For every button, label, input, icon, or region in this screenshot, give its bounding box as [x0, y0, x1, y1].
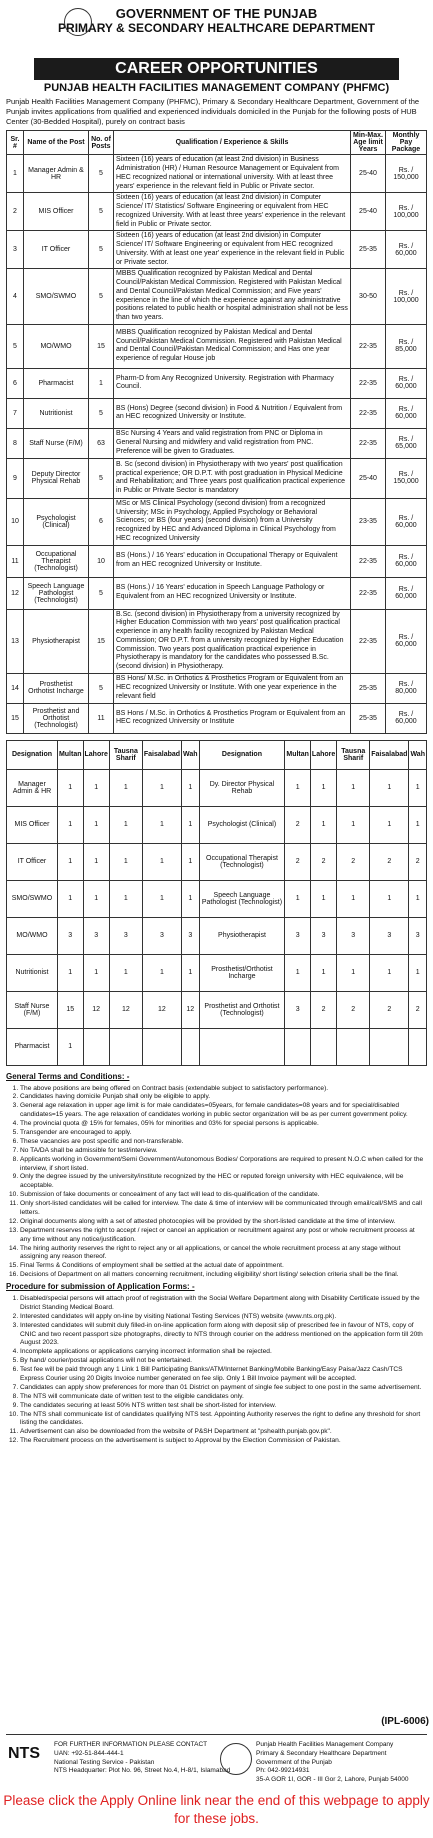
post-qualification: B. Sc (second division) in Physiotherapy with two years' post qualification practical experience; OR D.P.T. with post graduation in Physical Medicine and Rehabilitation; and Three years post qualification practical experience in Public or Private Sector is mandatory [114, 458, 351, 498]
post-name: MIS Officer [24, 193, 89, 231]
term-item: 8. Applicants working in Government/Semi Government/Autonomous Bodies/ Corporations are required to present N.O.C when called for the interview, if short listed. [20, 1156, 427, 1174]
post-age: 22-35 [351, 368, 386, 398]
dist-count: 1 [83, 843, 109, 880]
nts-line: FOR FURTHER INFORMATION PLEASE CONTACT [54, 1741, 208, 1748]
term-item: 9. Only the degree issued by the university/institute recognized by the HEC or reputed foreign university with HEC equivalence, will be acceptable. [20, 1173, 427, 1191]
post-row [7, 155, 427, 193]
career-banner: CAREER OPPORTUNITIES [34, 58, 399, 80]
procedure-item: 1. Disabled/special persons will attach proof of registration with the Social Welfare Department along with Disability Certificate issued by the District Standing Medical Board. [20, 1295, 427, 1313]
post-pay: Rs. / 60,000 [386, 703, 427, 733]
post-pay: Rs. / 65,000 [386, 428, 427, 458]
post-row [7, 231, 427, 269]
post-qualification: MBBS Qualification recognized by Pakistan Medical and Dental Council/Pakistan Medical Commission. Registered with Pakistan Medical and Dental Council/Pakistan Medical Commission; and Five years' experience in the line of which the experience against any administrative positions related to public health or hospital administration shall not be less than two years. [114, 269, 351, 325]
phfmc-line: Ph: 042-99214931 [256, 1767, 310, 1775]
dist-count: 1 [409, 954, 427, 991]
post-count: 15 [89, 609, 114, 673]
post-pay: Rs. / 60,000 [386, 231, 427, 269]
procedure-item: 10. The NTS shall communicate list of candidates qualifying NTS test. Appointing Authority reserves the right to define any threshold for short listing the candidates. [20, 1411, 427, 1429]
dist-row [7, 954, 427, 991]
procedure-item: 8. The NTS will communicate date of written test to the eligible candidates only. [20, 1393, 427, 1402]
dist-count: 1 [370, 769, 409, 806]
dist-count: 1 [142, 806, 181, 843]
dist-count [310, 1028, 336, 1065]
dist-count: 1 [182, 806, 200, 843]
post-sr: 12 [7, 577, 24, 609]
post-count: 15 [89, 324, 114, 368]
dist-count [142, 1028, 181, 1065]
dist-row [7, 991, 427, 1028]
post-name: Occupational Therapist (Technologist) [24, 545, 89, 577]
dist-header: Multan [285, 740, 311, 769]
dist-count: 1 [182, 954, 200, 991]
dist-header: Designation [199, 740, 285, 769]
post-age: 30-50 [351, 269, 386, 325]
post-sr: 10 [7, 498, 24, 545]
dist-header: Wah [182, 740, 200, 769]
dist-count: 1 [109, 954, 142, 991]
company-title: PUNJAB HEALTH FACILITIES MANAGEMENT COMPANY (PHFMC) [43, 82, 390, 94]
dist-count: 3 [337, 917, 370, 954]
post-name: Pharmacist [24, 368, 89, 398]
post-qualification: BSc Nursing 4 Years and valid registration from PNC or Diploma in General Nursing and midwifery and valid registration from PNC. Preference will be given to Graduates. [114, 428, 351, 458]
procedure-item: 5. By hand/ courier/postal applications will not be entertained. [20, 1357, 427, 1366]
post-qualification: MSc or MS Clinical Psychology (second division) from a recognized University; MSc in Psychology, Applied Psychology or Behavioral Sciences; or BS (four years) (second division) from a University recognized by HEC and Advanced Diploma in Clinical Psychology from HEC recognized University [114, 498, 351, 545]
term-item: 2. Candidates having domicile Punjab shall only be eligible to apply. [20, 1093, 427, 1102]
dist-count: 1 [83, 880, 109, 917]
dist-count: 1 [409, 880, 427, 917]
post-count: 5 [89, 193, 114, 231]
dist-designation: Prosthetist and Orthotist (Technologist) [199, 991, 285, 1028]
term-item: 14. The hiring authority reserves the right to reject any or all applications, or cancel the whole recruitment process at any stage without assigning any reason thereof. [20, 1245, 427, 1263]
post-age: 22-35 [351, 577, 386, 609]
dist-designation [199, 1028, 285, 1065]
dist-count: 1 [337, 806, 370, 843]
post-name: Physiotherapist [24, 609, 89, 673]
post-pay: Rs. / 60,000 [386, 609, 427, 673]
post-name: Prosthetist Orthotist Incharge [24, 673, 89, 703]
term-item: 10. Submission of fake documents or concealment of any fact will lead to dis-qualification of the candidate. [20, 1191, 427, 1200]
post-sr: 7 [7, 398, 24, 428]
post-sr: 5 [7, 324, 24, 368]
dist-count: 1 [57, 806, 83, 843]
post-pay: Rs. / 100,000 [386, 269, 427, 325]
dist-designation: Nutritionist [7, 954, 58, 991]
dist-row [7, 1028, 427, 1065]
dist-count: 12 [109, 991, 142, 1028]
dist-count: 1 [337, 880, 370, 917]
col-qual: Qualification / Experience & Skills [114, 131, 351, 155]
dist-count: 15 [57, 991, 83, 1028]
dist-count: 1 [409, 806, 427, 843]
phfmc-line: 35-A GOR 1I, GOR - III Gor 2, Lahore, Punjab 54000 [256, 1776, 409, 1784]
dist-header: Faisalabad [370, 740, 409, 769]
dist-count [83, 1028, 109, 1065]
post-count: 6 [89, 498, 114, 545]
dist-designation: Physiotherapist [199, 917, 285, 954]
dist-count: 1 [310, 880, 336, 917]
post-age: 22-35 [351, 545, 386, 577]
procedure-item: 12. The Recruitment process on the advertisement is subject to Approval by the Election Commission of Pakistan. [20, 1437, 427, 1446]
dist-count: 2 [370, 991, 409, 1028]
dist-count: 3 [109, 917, 142, 954]
post-row [7, 609, 427, 673]
post-qualification: B.Sc. (second division) in Physiotherapy from a university recognized by Higher Education Commission with two years' post qualification practical experience in any health facility recognized by Pakistan Medical Commission; OR D.P.T. from a university recognized by Higher Education Commission. Two years post qualification practical experience in Physiotherapy is mandatory for the candidates who possessed B.Sc. (second division) in Physiotherapy. [114, 609, 351, 673]
dist-count: 1 [182, 880, 200, 917]
post-row [7, 577, 427, 609]
term-item: 4. The provincial quota @ 15% for females, 05% for minorities and 03% for special persons is applicable. [20, 1120, 427, 1129]
post-qualification: BS (Hons.) / 16 Years' education in Speech Language Pathology or Equivalent from an HEC recognized University or Institute. [114, 577, 351, 609]
dist-count: 2 [337, 843, 370, 880]
dist-row [7, 917, 427, 954]
punjab-logo-icon [64, 8, 92, 36]
dist-designation: Speech Language Pathologist (Technologist) [199, 880, 285, 917]
dist-count: 3 [83, 917, 109, 954]
dist-row [7, 880, 427, 917]
post-row [7, 269, 427, 325]
dist-count [109, 1028, 142, 1065]
post-row [7, 193, 427, 231]
post-pay: Rs. / 150,000 [386, 155, 427, 193]
procedure-item: 4. Incomplete applications or applications carrying incorrect information shall be rejected. [20, 1348, 427, 1357]
post-row [7, 703, 427, 733]
post-count: 1 [89, 368, 114, 398]
dist-count: 3 [182, 917, 200, 954]
nts-logo: NTS [8, 1745, 40, 1762]
post-age: 25-35 [351, 231, 386, 269]
post-row [7, 368, 427, 398]
post-sr: 8 [7, 428, 24, 458]
post-pay: Rs. / 80,000 [386, 673, 427, 703]
dist-count: 3 [57, 917, 83, 954]
dist-count: 2 [409, 843, 427, 880]
post-age: 25-35 [351, 703, 386, 733]
procedure-item: 3. Interested candidates will submit duly filled-in on-line application form along with deposit slip of prescribed fee in favour of NTS, copy of CNIC and two recent passport size photographs, directly to NTS through courier on the address mentioned on the application form till 20th August 2023. [20, 1322, 427, 1349]
dist-header: Lahore [83, 740, 109, 769]
dist-count: 1 [142, 769, 181, 806]
nts-line: National Testing Service - Pakistan [54, 1758, 155, 1766]
term-item: 15. Final Terms & Conditions of employment shall be settled at the actual date of appointment. [20, 1262, 427, 1271]
apply-online-notice: Please click the Apply Online link near the end of this webpage to apply for these jobs. [3, 1793, 430, 1827]
dist-count: 1 [310, 806, 336, 843]
terms-list [6, 1085, 427, 1281]
dist-count: 1 [409, 769, 427, 806]
post-qualification: BS Hons / M.Sc. in Orthotics & Prosthetics Program or Equivalent from an HEC recognized University or Institute [114, 703, 351, 733]
phfmc-line: Punjab Health Facilities Management Company [256, 1741, 394, 1748]
terms-heading: General Terms and Conditions: - [6, 1071, 130, 1081]
post-pay: Rs. / 150,000 [386, 458, 427, 498]
col-sr: Sr. # [7, 131, 24, 155]
dist-count: 1 [370, 880, 409, 917]
dist-count: 1 [109, 843, 142, 880]
term-item: 16. Decisions of Department on all matters concerning recruitment, including eligibility/ short listing/ selection criteria shall be the final. [20, 1271, 427, 1280]
dist-count: 2 [370, 843, 409, 880]
dist-designation: Dy. Director Physical Rehab [199, 769, 285, 806]
procedure-list [6, 1295, 427, 1446]
term-item: 3. General age relaxation in upper age limit is for male candidates=05years, for female candidates=08 years and for special/disabled candidates=15 years. The age relaxation of candidates working in public sector organization will be as per current government policy. [20, 1102, 427, 1120]
phfmc-line: Primary & Secondary Healthcare Department [256, 1749, 387, 1757]
post-row [7, 458, 427, 498]
post-count: 5 [89, 155, 114, 193]
post-name: MO/WMO [24, 324, 89, 368]
dist-count: 3 [142, 917, 181, 954]
procedure-item: 9. The candidates securing at least 50% NTS written test shall be short-listed for interview. [20, 1402, 427, 1411]
dist-count: 1 [57, 843, 83, 880]
post-row [7, 498, 427, 545]
dist-count: 1 [83, 769, 109, 806]
post-count: 11 [89, 703, 114, 733]
dist-count: 1 [83, 954, 109, 991]
post-name: Psychologist (Clinical) [24, 498, 89, 545]
dist-count: 2 [285, 806, 311, 843]
post-age: 22-35 [351, 609, 386, 673]
dist-count: 3 [285, 917, 311, 954]
post-age: 22-35 [351, 398, 386, 428]
dist-count: 1 [109, 880, 142, 917]
post-count: 5 [89, 269, 114, 325]
dist-designation: MO/WMO [7, 917, 58, 954]
post-age: 25-40 [351, 193, 386, 231]
dist-count: 12 [182, 991, 200, 1028]
post-name: Staff Nurse (F/M) [24, 428, 89, 458]
post-sr: 4 [7, 269, 24, 325]
dist-header: Tausna Sharif [109, 740, 142, 769]
dist-count [409, 1028, 427, 1065]
term-item: 1. The above positions are being offered on Contract basis (extendable subject to satisfactory performance). [20, 1085, 427, 1094]
dist-designation: Prosthetist/Orthotist Incharge [199, 954, 285, 991]
dist-header: Faisalabad [142, 740, 181, 769]
post-qualification: MBBS Qualification recognized by Pakistan Medical and Dental Council/Pakistan Medical Commission. Registered with Pakistan Medical and Dental Council/Pakistan Medical Commission; and Has one year experience of regular House job [114, 324, 351, 368]
dist-count: 1 [142, 880, 181, 917]
phfmc-logo-icon [220, 1743, 252, 1775]
post-name: IT Officer [24, 231, 89, 269]
term-item: 11. Only short-listed candidates will be called for interview. The date & time of interview will be communicated through email/call/SMS and call letters. [20, 1200, 427, 1218]
post-row [7, 673, 427, 703]
dist-designation: Manager Admin & HR [7, 769, 58, 806]
dist-count: 1 [109, 806, 142, 843]
dist-count: 1 [182, 769, 200, 806]
post-pay: Rs. / 60,000 [386, 368, 427, 398]
post-row [7, 398, 427, 428]
dist-count: 1 [57, 954, 83, 991]
dist-count: 1 [370, 806, 409, 843]
dist-count: 3 [310, 917, 336, 954]
dist-count [182, 1028, 200, 1065]
dist-designation: IT Officer [7, 843, 58, 880]
department-title: PRIMARY & SECONDARY HEALTHCARE DEPARTMENT [58, 21, 375, 35]
post-pay: Rs. / 60,000 [386, 577, 427, 609]
dist-count: 3 [409, 917, 427, 954]
post-pay: Rs. / 100,000 [386, 193, 427, 231]
procedure-item: 11. Advertisement can also be downloaded from the website of P&SH Department at "pshealth.punjab.gov.pk". [20, 1428, 427, 1437]
post-pay: Rs. / 85,000 [386, 324, 427, 368]
nts-line: UAN: +92-51-844-444-1 [54, 1749, 124, 1757]
dist-count [370, 1028, 409, 1065]
dist-header: Designation [7, 740, 58, 769]
dist-count: 1 [57, 1028, 83, 1065]
post-qualification: BS Hons/ M.Sc. in Orthotics & Prosthetics Program or Equivalent from an HEC recognized University or Institute. With one year experience in the relevant field [114, 673, 351, 703]
dist-count: 2 [337, 991, 370, 1028]
dist-count: 1 [142, 954, 181, 991]
term-item: 6. These vacancies are post specific and non-transferable. [20, 1138, 427, 1147]
dist-count: 12 [83, 991, 109, 1028]
post-sr: 6 [7, 368, 24, 398]
dist-count: 3 [370, 917, 409, 954]
dist-count: 1 [109, 769, 142, 806]
dist-designation: MIS Officer [7, 806, 58, 843]
dist-count: 2 [310, 843, 336, 880]
dist-count: 1 [83, 806, 109, 843]
term-item: 12. Original documents along with a set of attested photocopies will be provided by the short-listed candidate at the time of interview. [20, 1218, 427, 1227]
ipl-code: (IPL-6006) [381, 1716, 429, 1727]
dist-count: 1 [57, 769, 83, 806]
terms-section [6, 1072, 427, 1446]
dist-count [337, 1028, 370, 1065]
col-pay: Monthly Pay Package [386, 131, 427, 155]
post-pay: Rs. / 60,000 [386, 498, 427, 545]
post-count: 5 [89, 231, 114, 269]
post-row [7, 324, 427, 368]
post-age: 22-35 [351, 324, 386, 368]
post-sr: 15 [7, 703, 24, 733]
dist-designation: Staff Nurse (F/M) [7, 991, 58, 1028]
dist-designation: Psychologist (Clinical) [199, 806, 285, 843]
col-age: Min-Max. Age limit Years [351, 131, 386, 155]
government-title: GOVERNMENT OF THE PUNJAB [115, 6, 318, 21]
post-name: Nutritionist [24, 398, 89, 428]
post-qualification: BS (Hons) Degree (second division) in Food & Nutrition / Equivalent from an HEC recognized University or Institute. [114, 398, 351, 428]
dist-header: Wah [409, 740, 427, 769]
header [6, 6, 427, 56]
post-sr: 13 [7, 609, 24, 673]
phfmc-line: Government of the Punjab [256, 1758, 332, 1766]
post-sr: 3 [7, 231, 24, 269]
posts-table [6, 130, 427, 734]
footer [6, 1734, 427, 1789]
col-name: Name of the Post [24, 131, 89, 155]
dist-count: 1 [370, 954, 409, 991]
nts-contact [54, 1741, 230, 1776]
post-sr: 9 [7, 458, 24, 498]
post-count: 5 [89, 458, 114, 498]
dist-header: Tausna Sharif [337, 740, 370, 769]
dist-count: 1 [285, 769, 311, 806]
post-qualification: Sixteen (16) years of education (at least 2nd division) in Computer Science/ IT/ Statistics/ Software Engineering or equivalent from HEC recognized University. With at least three years' experience in the relevant field in Public or Private sector. [114, 193, 351, 231]
dist-count: 1 [57, 880, 83, 917]
post-age: 25-40 [351, 458, 386, 498]
dist-row [7, 769, 427, 806]
dist-header: Lahore [310, 740, 336, 769]
dist-count: 1 [285, 880, 311, 917]
post-sr: 14 [7, 673, 24, 703]
post-name: Deputy Director Physical Rehab [24, 458, 89, 498]
post-name: Speech Language Pathologist (Technologist) [24, 577, 89, 609]
post-count: 10 [89, 545, 114, 577]
term-item: 13. Department reserves the right to accept / reject or cancel an application or recruitment against any post or whole recruitment process at any time without any notice/justification. [20, 1227, 427, 1245]
dist-designation: Occupational Therapist (Technologist) [199, 843, 285, 880]
nts-line: NTS Headquarter: Plot No. 96, Street No.4, H-8/1, Islamabad [54, 1767, 231, 1775]
dist-designation: SMO/SWMO [7, 880, 58, 917]
dist-count: 1 [310, 769, 336, 806]
dist-designation: Pharmacist [7, 1028, 58, 1065]
phfmc-contact [256, 1741, 408, 1785]
post-pay: Rs. / 60,000 [386, 398, 427, 428]
dist-count: 12 [142, 991, 181, 1028]
post-name: Manager Admin & HR [24, 155, 89, 193]
post-pay: Rs. / 60,000 [386, 545, 427, 577]
term-item: 5. Transgender are encouraged to apply. [20, 1129, 427, 1138]
post-qualification: Sixteen (16) years of education (at least 2nd division) in Computer Science/ IT/ Software Engineering or equivalent from HEC recognized University. With at least one year' experience in the relevant field in Public or Private sector. [114, 231, 351, 269]
dist-count: 1 [310, 954, 336, 991]
dist-row [7, 843, 427, 880]
procedure-item: 6. Test fee will be paid through any 1 Link 1 Bill Participating Banks/ATM/Internet Banking/Mobile Banking/Easy Paisa/Jazz Cash/TCS Express Courier using 20 Digits Invoice number generated on fee slip. Only 1 Bill Invoice payment will be accepted. [20, 1366, 427, 1384]
col-no: No. of Posts [89, 131, 114, 155]
post-row [7, 545, 427, 577]
post-count: 63 [89, 428, 114, 458]
dist-count: 2 [310, 991, 336, 1028]
post-age: 22-35 [351, 428, 386, 458]
dist-row [7, 806, 427, 843]
distribution-table [6, 740, 427, 1066]
post-sr: 2 [7, 193, 24, 231]
dist-count: 1 [182, 843, 200, 880]
post-age: 23-35 [351, 498, 386, 545]
dist-count: 2 [285, 843, 311, 880]
dist-count: 2 [409, 991, 427, 1028]
dist-count [285, 1028, 311, 1065]
dist-count: 1 [142, 843, 181, 880]
post-count: 5 [89, 577, 114, 609]
post-count: 5 [89, 673, 114, 703]
dist-count: 3 [285, 991, 311, 1028]
post-qualification: BS (Hons.) / 16 Years' education in Occupational Therapy or Equivalent from an HEC recognized University or Institute. [114, 545, 351, 577]
dist-count: 1 [337, 769, 370, 806]
post-name: SMO/SWMO [24, 269, 89, 325]
post-sr: 1 [7, 155, 24, 193]
dist-header: Multan [57, 740, 83, 769]
post-qualification: Pharm-D from Any Recognized University. Registration with Pharmacy Council. [114, 368, 351, 398]
post-count: 5 [89, 398, 114, 428]
post-name: Prosthetist and Orthotist (Technologist) [24, 703, 89, 733]
post-row [7, 428, 427, 458]
procedure-item: 2. Interested candidates will apply on-line by visiting National Testing Services (NTS) website (www.nts.org.pk). [20, 1313, 427, 1322]
dist-count: 1 [285, 954, 311, 991]
dist-count: 1 [337, 954, 370, 991]
procedure-item: 7. Candidates can apply show preferences for more than 01 District on payment of single fee subject to one post in the same advertisement. [20, 1384, 427, 1393]
procedure-heading: Procedure for submission of Application Forms: - [6, 1282, 195, 1292]
post-age: 25-40 [351, 155, 386, 193]
post-age: 25-35 [351, 673, 386, 703]
post-sr: 11 [7, 545, 24, 577]
intro-text: Punjab Health Facilities Management Company (PHFMC), Primary & Secondary Healthcare Department, Government of the Punjab invites applications from qualified and experienced individuals domiciled in the Punjab for the following posts of HUB Center (30-Bedded Hospital), purely on contract basis [6, 97, 420, 126]
term-item: 7. No TA/DA shall be admissible for test/interview. [20, 1147, 427, 1156]
post-qualification: Sixteen (16) years of education (at least 2nd division) in Business Administration (HR) / Human Resource Management or Equivalent from HEC recognized national or international university. With at least three years' experience in the relevant field in Public or Private sector. [114, 155, 351, 193]
